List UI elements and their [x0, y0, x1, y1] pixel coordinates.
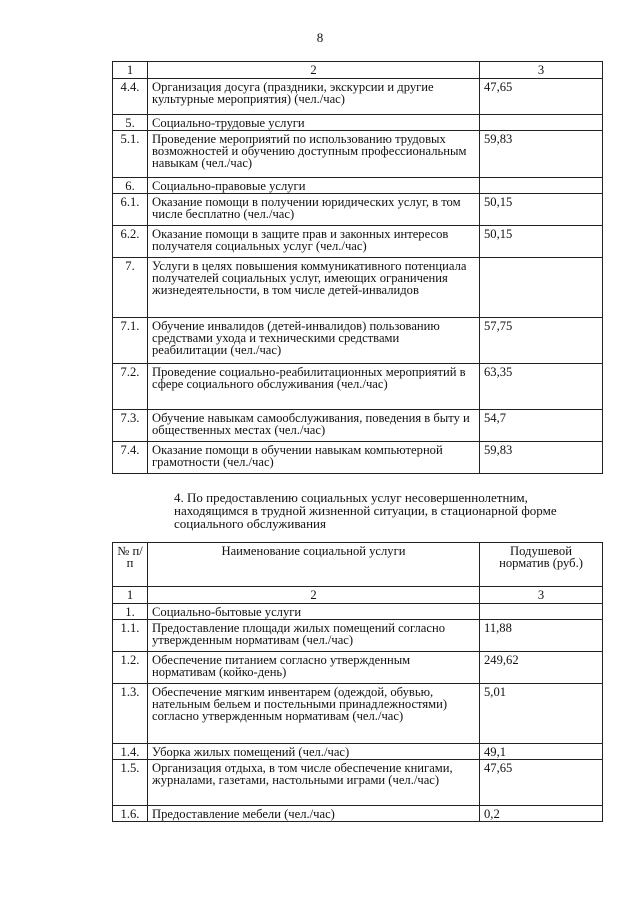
- service-name: Обучение навыкам самообслуживания, поведения в быту и общественных местах (чел./час): [148, 410, 480, 442]
- table-row: [113, 226, 603, 258]
- service-name: Обеспечение мягким инвентарем (одеждой, обувью, нательным бельем и постельными принадлежностями) согласно утвержденным нормативам (чел./час): [148, 684, 480, 744]
- service-norm: 5,01: [480, 684, 603, 744]
- page-number: 8: [316, 30, 324, 45]
- row-number: 1.6.: [113, 806, 148, 822]
- column-number-1: 1: [113, 62, 148, 79]
- service-norm: 11,88: [480, 620, 603, 652]
- service-name: Оказание помощи в получении юридических услуг, в том числе бесплатно (чел./час): [148, 194, 480, 226]
- service-name: Организация отдыха, в том числе обеспечение книгами, журналами, газетами, настольными играми (чел./час): [148, 760, 480, 806]
- service-name: Обучение инвалидов (детей-инвалидов) пользованию средствами ухода и техническими средствами реабилитации (чел./час): [148, 318, 480, 364]
- column-number-3: 3: [480, 62, 603, 79]
- table-row: [113, 760, 603, 806]
- service-norm: [480, 115, 603, 131]
- row-number: 7.2.: [113, 364, 148, 410]
- table-row: [113, 178, 603, 194]
- table-row: [113, 620, 603, 652]
- table-row: [113, 318, 603, 364]
- column-number-row: [113, 587, 603, 604]
- column-number-3: 3: [480, 587, 603, 604]
- service-norm: 59,83: [480, 442, 603, 474]
- row-number: 1.1.: [113, 620, 148, 652]
- column-number-row: [113, 62, 603, 79]
- service-name: Социально-бытовые услуги: [148, 604, 480, 620]
- row-number: 1.4.: [113, 744, 148, 760]
- service-name: Проведение мероприятий по использованию трудовых возможностей и обучению доступным профессиональным навыкам (чел./час): [148, 131, 480, 178]
- service-name: Уборка жилых помещений (чел./час): [148, 744, 480, 760]
- header-number: № п/п: [113, 543, 148, 587]
- service-name: Социально-правовые услуги: [148, 178, 480, 194]
- row-number: 6.1.: [113, 194, 148, 226]
- service-name: Предоставление площади жилых помещений согласно утвержденным нормативам (чел./час): [148, 620, 480, 652]
- table-row: [113, 744, 603, 760]
- row-number: 7.1.: [113, 318, 148, 364]
- table-row: [113, 194, 603, 226]
- service-norm: 63,35: [480, 364, 603, 410]
- service-norm: 57,75: [480, 318, 603, 364]
- section-heading-line: социального обслуживания: [174, 516, 326, 531]
- table-row: [113, 806, 603, 822]
- row-number: 7.: [113, 258, 148, 318]
- row-number: 1.: [113, 604, 148, 620]
- service-norm: 49,1: [480, 744, 603, 760]
- table-row: [113, 258, 603, 318]
- service-name: Оказание помощи в защите прав и законных интересов получателя социальных услуг (чел./час): [148, 226, 480, 258]
- section-heading-line: находящимся в трудной жизненной ситуации, в стационарной форме: [174, 503, 557, 518]
- row-number: 5.: [113, 115, 148, 131]
- service-name: Обеспечение питанием согласно утвержденным нормативам (койко-день): [148, 652, 480, 684]
- service-norm: 249,62: [480, 652, 603, 684]
- table-row: [113, 131, 603, 178]
- table-row: [113, 364, 603, 410]
- service-norm: [480, 178, 603, 194]
- service-norm: 0,2: [480, 806, 603, 822]
- row-number: 1.5.: [113, 760, 148, 806]
- table-row: [113, 410, 603, 442]
- service-name: Оказание помощи в обучении навыкам компьютерной грамотности (чел./час): [148, 442, 480, 474]
- table-row: [113, 442, 603, 474]
- row-number: 7.3.: [113, 410, 148, 442]
- service-name: Предоставление мебели (чел./час): [148, 806, 480, 822]
- row-number: 6.: [113, 178, 148, 194]
- service-norm: 50,15: [480, 226, 603, 258]
- table-header-row: [113, 543, 603, 587]
- column-number-2: 2: [148, 62, 480, 79]
- minors-services-table: [112, 542, 603, 822]
- service-name: Социально-трудовые услуги: [148, 115, 480, 131]
- row-number: 1.3.: [113, 684, 148, 744]
- column-number-2: 2: [148, 587, 480, 604]
- column-number-1: 1: [113, 587, 148, 604]
- row-number: 7.4.: [113, 442, 148, 474]
- services-table-continued: [112, 61, 603, 474]
- row-number: 1.2.: [113, 652, 148, 684]
- row-number: 4.4.: [113, 79, 148, 115]
- header-service-name: Наименование социальной услуги: [148, 543, 480, 587]
- section-heading: [160, 491, 580, 530]
- header-norm: Подушевой норматив (руб.): [480, 543, 603, 587]
- service-norm: 47,65: [480, 760, 603, 806]
- table-row: [113, 652, 603, 684]
- row-number: 5.1.: [113, 131, 148, 178]
- service-norm: [480, 604, 603, 620]
- table-row: [113, 79, 603, 115]
- service-norm: [480, 258, 603, 318]
- service-norm: 50,15: [480, 194, 603, 226]
- table-row: [113, 115, 603, 131]
- service-name: Организация досуга (праздники, экскурсии и другие культурные мероприятия) (чел./час): [148, 79, 480, 115]
- row-number: 6.2.: [113, 226, 148, 258]
- service-norm: 59,83: [480, 131, 603, 178]
- table-row: [113, 684, 603, 744]
- table-row: [113, 604, 603, 620]
- section-heading-line: 4. По предоставлению социальных услуг несовершеннолетним,: [174, 490, 528, 505]
- service-name: Услуги в целях повышения коммуникативного потенциала получателей социальных услуг, имеющих ограничения жизнедеятельности, в том числе детей-инвалидов: [148, 258, 480, 318]
- service-norm: 47,65: [480, 79, 603, 115]
- service-norm: 54,7: [480, 410, 603, 442]
- service-name: Проведение социально-реабилитационных мероприятий в сфере социального обслуживания (чел./час): [148, 364, 480, 410]
